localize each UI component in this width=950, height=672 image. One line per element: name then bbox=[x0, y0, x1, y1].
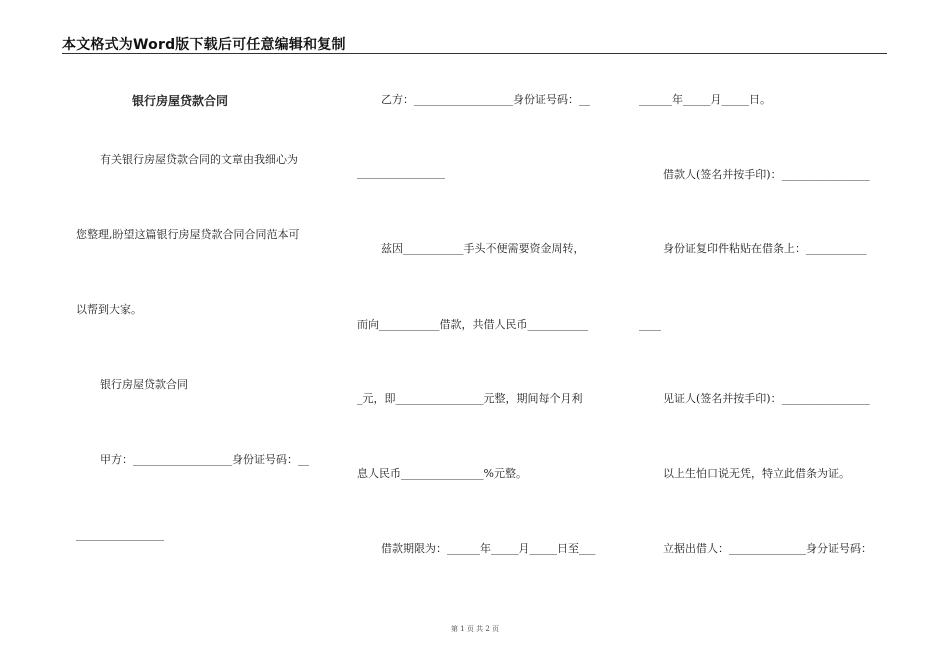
text-line: 以帮到大家。 bbox=[76, 303, 142, 316]
text-line: 兹因___________手头不便需要资金周转， bbox=[381, 242, 585, 255]
text-line: 立据出借人：______________身分证号码： bbox=[663, 542, 872, 555]
page-column-2 bbox=[357, 0, 607, 672]
text-line: 而向___________借款，共借人民币___________ bbox=[357, 318, 588, 331]
text-line: 借款期限为：______年_____月_____日至___ bbox=[381, 542, 596, 555]
text-line: ______年_____月_____日。 bbox=[639, 93, 771, 106]
text-line: 您整理,盼望这篇银行房屋贷款合同合同范本可 bbox=[76, 228, 300, 241]
text-line: 有关银行房屋贷款合同的文章由我细心为 bbox=[100, 153, 298, 166]
text-line: 甲方：__________________身份证号码：__ bbox=[100, 453, 309, 466]
text-line: 乙方：__________________身份证号码：__ bbox=[381, 93, 590, 106]
text-line: 见证人(签名并按手印)：________________ bbox=[663, 392, 870, 405]
page-number-footer: 第 1 页 共 2 页 bbox=[450, 625, 500, 633]
document-title: 银行房屋贷款合同 bbox=[132, 94, 229, 108]
text-line: _元，即________________元整，期间每个月利 bbox=[357, 392, 583, 405]
page-column-3 bbox=[639, 0, 889, 672]
text-line: ________________ bbox=[357, 166, 445, 179]
text-line: 借款人(签名并按手印)：________________ bbox=[663, 168, 870, 181]
text-line: 银行房屋贷款合同 bbox=[100, 378, 188, 391]
text-line: 身份证复印件粘贴在借条上：___________ bbox=[663, 242, 867, 255]
text-line: ____ bbox=[639, 318, 661, 331]
document-header-title: 本文格式为Word版下载后可任意编辑和复制 bbox=[62, 37, 346, 53]
text-line: ________________ bbox=[76, 528, 164, 541]
text-line: 以上生怕口说无凭，特立此借条为证。 bbox=[663, 467, 850, 480]
page-column-1 bbox=[76, 0, 326, 672]
text-line: 息人民币_______________%元整。 bbox=[357, 467, 527, 480]
